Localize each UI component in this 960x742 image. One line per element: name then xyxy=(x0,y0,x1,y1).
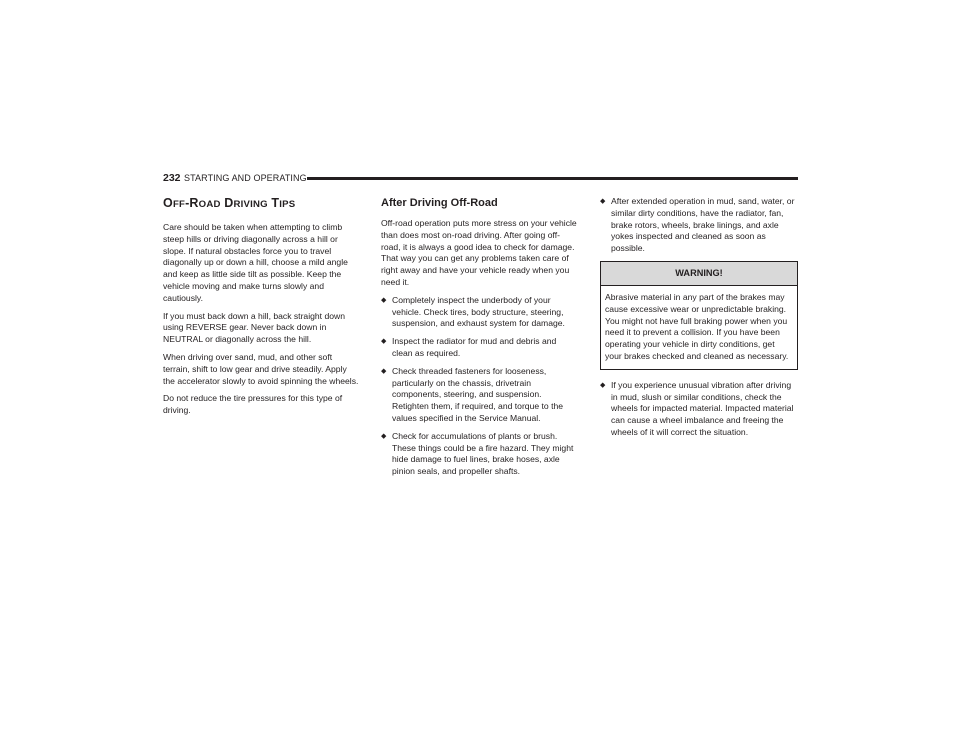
column-1 xyxy=(163,196,359,423)
inspection-list xyxy=(381,295,579,478)
list-item: ◆ If you experience unusual vibration after driving in mud, slush or similar conditions, check the wheels for impacted material. Impacted material can cause a wheel imbalance and freeing the wheels of it will correct the situation. xyxy=(600,379,794,437)
diamond-bullet-icon: ◆ xyxy=(381,338,387,346)
paragraph: If you must back down a hill, back straight down using REVERSE gear. Never back down in NEUTRAL or diagonally across the hill. xyxy=(163,310,345,345)
list-item: ◆ Completely inspect the underbody of your vehicle. Check tires, body structure, steering, suspension, and exhaust system for damage. xyxy=(381,294,565,329)
diamond-bullet-icon: ◆ xyxy=(381,432,387,440)
after-off-road-heading: After Driving Off-Road xyxy=(381,197,498,209)
list-item: ◆ Check for accumulations of plants or brush. These things could be a fire hazard. They might hide damage to fuel lines, brake hoses, axle pinion seals, and propeller shafts. xyxy=(381,430,574,477)
diamond-bullet-icon: ◆ xyxy=(600,198,606,205)
diamond-bullet-icon: ◆ xyxy=(600,381,606,389)
diamond-bullet-icon: ◆ xyxy=(381,367,387,375)
inspection-list-final xyxy=(600,380,798,439)
header-rule xyxy=(307,177,798,180)
list-item: ◆ Inspect the radiator for mud and debris and clean as required. xyxy=(381,336,557,358)
inspection-list-continued xyxy=(600,196,798,255)
paragraph: When driving over sand, mud, and other soft terrain, shift to low gear and drive steadily. Apply the accelerator slowly to avoid spinning the wheels. xyxy=(163,351,359,386)
warning-box xyxy=(600,261,798,370)
list-item: ◆ Check threaded fasteners for looseness, particularly on the chassis, drivetrain components, steering, and suspension. Retighten them, if required, and torque to the values specified in the Service Manual. xyxy=(381,365,564,423)
section-title: STARTING AND OPERATING xyxy=(184,173,307,183)
warning-text: Abrasive material in any part of the brakes may cause excessive wear or unpredictable braking. You might not have full braking power when you need it to prevent a collision. If you have been operating your vehicle in dirty conditions, get your brakes checked and cleaned as necessary. xyxy=(605,291,789,361)
list-item: ◆ After extended operation in mud, sand, water, or similar dirty conditions, have the radiator, fan, brake rotors, wheels, brake linings, and axle yokes inspected and cleaned as soon as possible. xyxy=(600,196,795,254)
column-2 xyxy=(381,196,579,484)
off-road-tips-heading: OFF-ROAD DRIVING TIPS xyxy=(163,196,296,210)
page-number: 232 xyxy=(163,172,181,184)
page-header xyxy=(163,171,798,185)
warning-title: WARNING! xyxy=(601,262,797,286)
paragraph: Care should be taken when attempting to climb steep hills or driving diagonally across a hill or slope. If natural obstacles force you to travel diagonally up or down a hill, choose a mild angle and keep as little side tilt as possible. Keep the vehicle moving and make turns slowly and cautiously. xyxy=(163,222,348,303)
paragraph: Off-road operation puts more stress on your vehicle than does most on-road driving. After going off-road, it is always a good idea to check for damage. That way you can get any problems taken care of right away and have your vehicle ready when you need it. xyxy=(381,218,577,287)
paragraph: Do not reduce the tire pressures for this type of driving. xyxy=(163,393,343,416)
column-3 xyxy=(600,196,798,445)
diamond-bullet-icon: ◆ xyxy=(381,296,387,304)
